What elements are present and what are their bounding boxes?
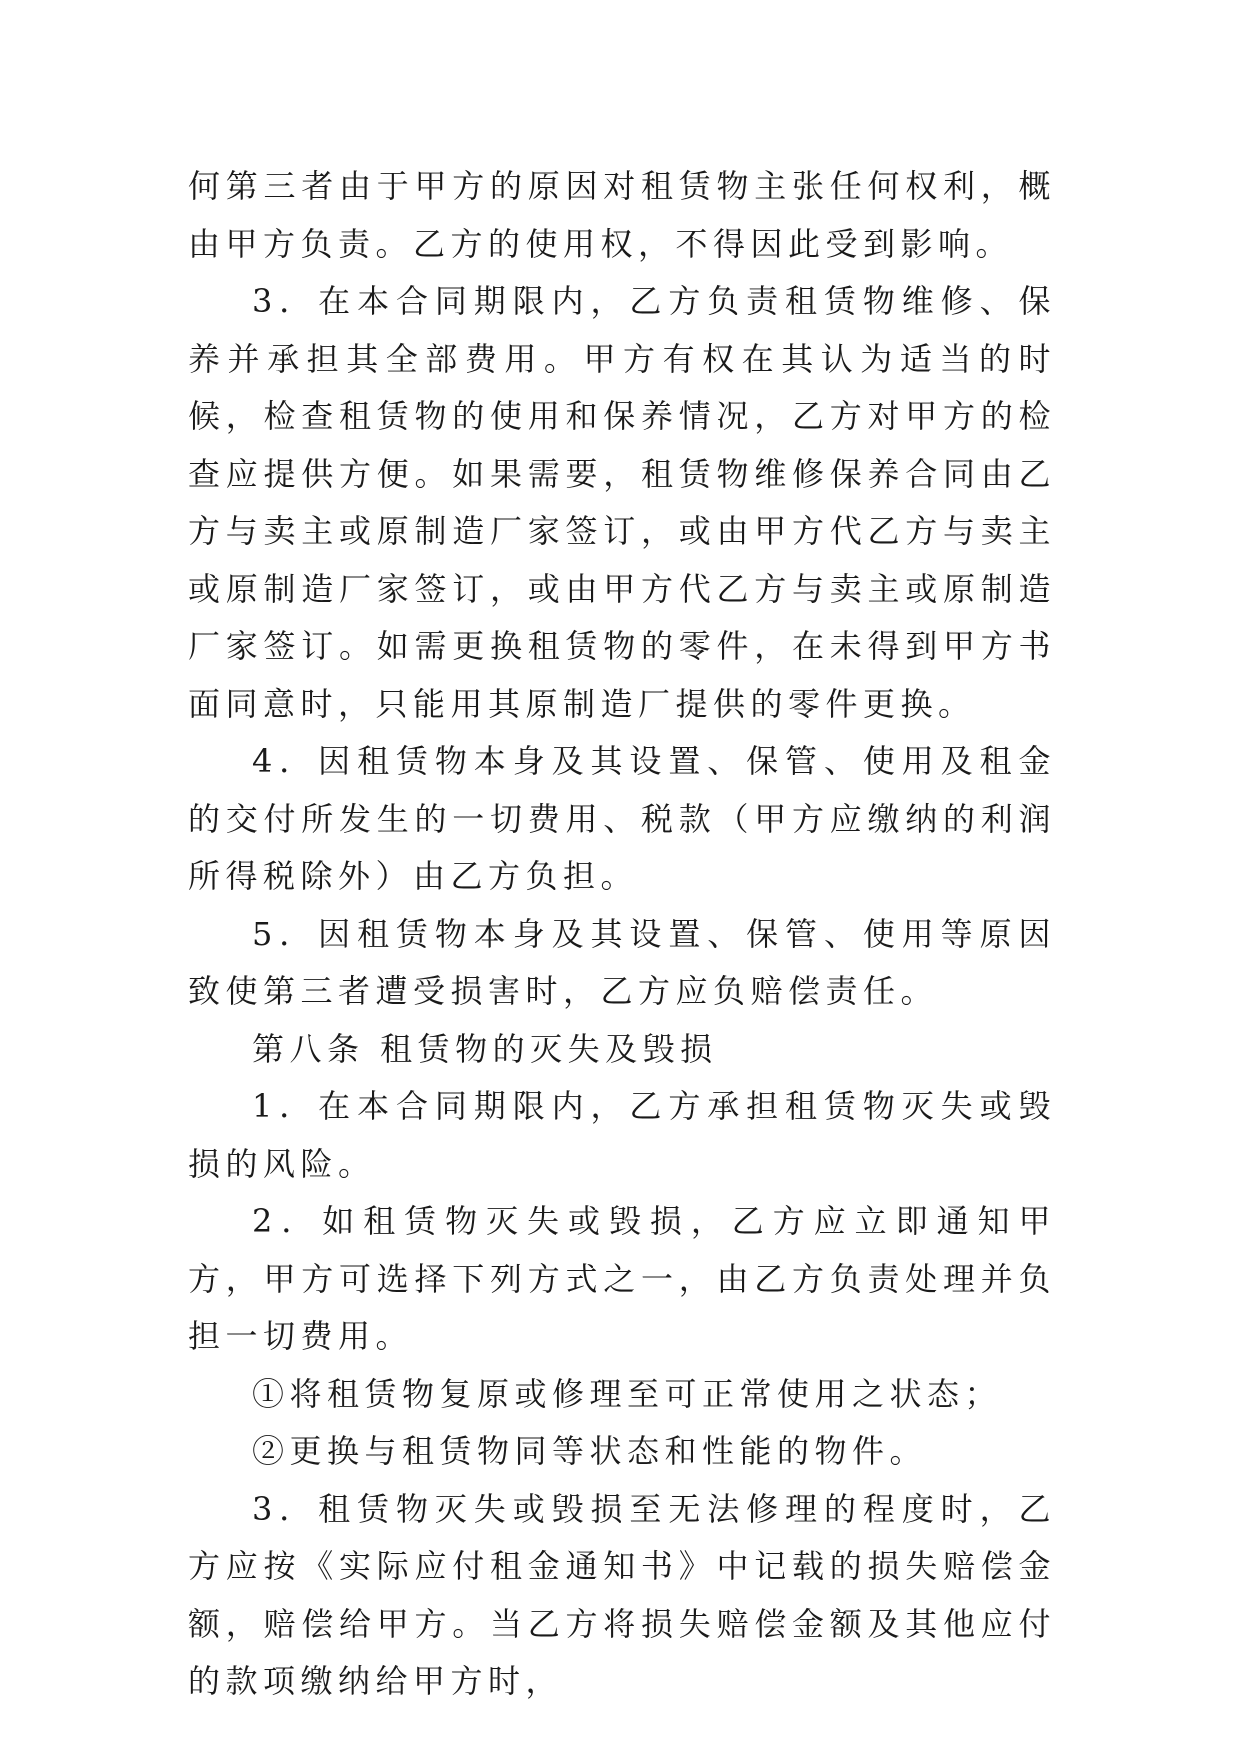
paragraph-1: 何第三者由于甲方的原因对租赁物主张任何权利，概由甲方负责。乙方的使用权，不得因此受到影响。	[188, 167, 1056, 263]
section-heading-article-8: 第八条 租赁物的灭失及毁损	[252, 1029, 718, 1068]
document-body	[188, 158, 1056, 1711]
paragraph-clause-3: 3．在本合同期限内，乙方负责租赁物维修、保养并承担其全部费用。甲方有权在其认为适当的时候，检查租赁物的使用和保养情况，乙方对甲方的检查应提供方便。如果需要，租赁物维修保养合同由乙方与卖主或原制造厂家签订，或由甲方代乙方与卖主或原制造厂家签订，或由甲方代乙方与卖主或原制造厂家签订。如需更换租赁物的零件，在未得到甲方书面同意时，只能用其原制造厂提供的零件更换。	[188, 282, 1056, 723]
paragraph-article-8-clause-1: 1．在本合同期限内，乙方承担租赁物灭失或毁损的风险。	[188, 1087, 1056, 1183]
list-item-option-1: ①将租赁物复原或修理至可正常使用之状态；	[252, 1374, 1003, 1413]
paragraph-clause-5: 5．因租赁物本身及其设置、保管、使用等原因致使第三者遭受损害时，乙方应负赔偿责任。	[188, 914, 1056, 1010]
list-item-option-2: ②更换与租赁物同等状态和性能的物件。	[252, 1432, 928, 1470]
paragraph-article-8-clause-2: 2．如租赁物灭失或毁损，乙方应立即通知甲方，甲方可选择下列方式之一，由乙方负责处理并负担一切费用。	[188, 1202, 1056, 1355]
paragraph-article-8-clause-3: 3．租赁物灭失或毁损至无法修理的程度时，乙方应按《实际应付租金通知书》中记载的损失赔偿金额，赔偿给甲方。当乙方将损失赔偿金额及其他应付的款项缴纳给甲方时，	[188, 1489, 1056, 1700]
paragraph-clause-4: 4．因租赁物本身及其设置、保管、使用及租金的交付所发生的一切费用、税款（甲方应缴纳的利润所得税除外）由乙方负担。	[188, 742, 1056, 895]
